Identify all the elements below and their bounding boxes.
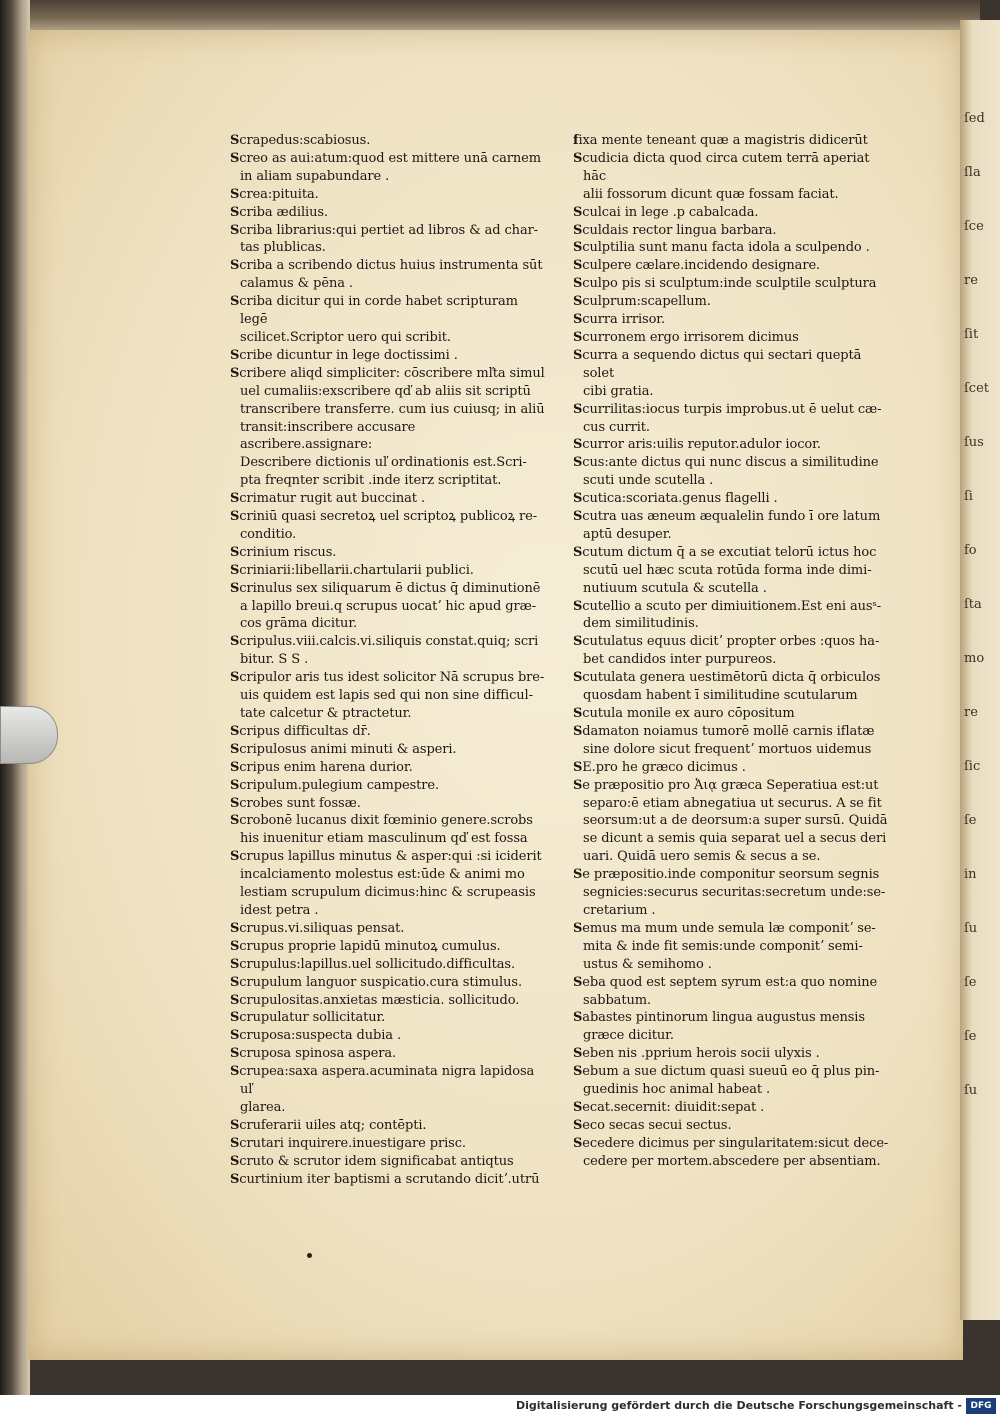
dictionary-entry: Semus ma mum unde semula læ componitʼ se- mita & inde fit semis:unde componitʼ semi- ustus & semihomo . (573, 920, 876, 972)
dictionary-entry: Scripus enim harena durior. (230, 759, 413, 775)
dictionary-entry: Screo as aui:atum:quod est mittere unā carnem in aliam supabundare . (230, 150, 541, 184)
dictionary-entry: fixa mente teneant quæ a magistris didicerūt (573, 133, 868, 148)
footer-bar (0, 1395, 1000, 1417)
dictionary-entry: Scutra uas æneum æqualelin fundo ī ore latum aptū desuper. (573, 509, 881, 542)
dictionary-entry: Scrapedus:scabiosus. (230, 133, 371, 148)
dictionary-entry: Scriniū quasi secretoꝝ uel scriptoꝝ publicoꝝ re- conditio. (230, 509, 538, 542)
dfg-logo: DFG (966, 1398, 996, 1414)
dictionary-entry: Sculcai in lege .p cabalcada. (573, 204, 759, 220)
dictionary-entry: Seben nis .pprium herois socii ulyxis . (573, 1046, 820, 1062)
dictionary-entry: Sebum a sue dictum quasi sueuū eo q̄ plus pin- guedinis hoc animal habeat . (573, 1064, 880, 1098)
dictionary-entry: Scurronem ergo irrisorem dicimus (573, 329, 799, 345)
dictionary-entry: Scribe dicuntur in lege doctissimi . (230, 347, 458, 363)
facing-page-fragment: ſed (964, 111, 985, 126)
dictionary-entry: Scribere aliqd simpliciter: cōscribere mľta simul uel cumaliis:exscribere qď ab aliis sit scriptū transcribere transferre. cum ius cuiusq; in aliū transit:inscribere accusare ascribere.assignare: Describere dictionis uľ ordinationis est.Scri- pta freqnter scribit .inde iterz scriptitat. (230, 365, 545, 489)
dictionary-entry: Scrupulatur sollicitatur. (230, 1010, 386, 1026)
facing-page-fragment: ſu (964, 1083, 978, 1098)
dictionary-entry: Scrupus proprie lapidū minutoꝝ cumulus. (230, 938, 501, 954)
dictionary-entry: Scriba librarius:qui pertiet ad libros & ad char- tas plublicas. (230, 222, 539, 256)
dictionary-entry: Scutulata genera uestimētorū dicta q̄ orbiculos quosdam habent ī similitudine scutularum (573, 670, 881, 704)
dictionary-entry: Scurrilitas:iocus turpis improbus.ut ē uelut cæ- cus currit. (573, 401, 882, 435)
dictionary-entry: Se præpositio pro Ἀιᾳ græca Seperatiua est:ut separo:ē etiam abnegatiua ut securus. A se fit seorsum:ut a de deorsum:a super sursū. Quidā se dicunt a semis quia separat uel a secus deri uari. Quidā uero semis & secus a se. (573, 777, 888, 865)
dictionary-entry: Scurra a sequendo dictus qui sectari queptā solet cibi gratia. (573, 347, 862, 399)
dictionary-entry: Scrimatur rugit aut buccinat . (230, 491, 425, 507)
dictionary-entry: Scutula monile ex auro cōpositum (573, 706, 795, 721)
book-spine-edge (0, 0, 30, 1395)
dictionary-entry: Secedere dicimus per singularitatem:sicut dece- cedere per mortem.abscedere per absentiam. (573, 1135, 889, 1169)
facing-page-fragment: ſu (964, 921, 978, 936)
facing-page-fragment: fo (964, 543, 977, 558)
dictionary-entry: Scrinulus sex siliquarum ē dictus q̄ diminutionē a lapillo breui.q scrupus uocatʼ hic apud græ- cos grāma dicitur. (230, 580, 541, 632)
facing-page-fragment: ſit (964, 327, 979, 342)
dictionary-entry: Scripulosus animi minuti & asperi. (230, 741, 457, 757)
dictionary-entry: Scriba dicitur qui in corde habet scripturam legē scilicet.Scriptor uero qui scribit. (230, 294, 518, 345)
dictionary-entry: Sculptilia sunt manu facta idola a sculpendo . (573, 240, 870, 256)
dictionary-entry: Scrinium riscus. (230, 544, 337, 560)
dictionary-entry: Scruto & scrutor idem significabat antiqtus (230, 1153, 514, 1169)
left-text-column (230, 132, 546, 1188)
facing-page-fragment: re (964, 273, 978, 288)
dictionary-entry: Scutellio a scuto per dimiuitionem.Est eni ausˢ- dem similitudinis. (573, 598, 882, 632)
dictionary-entry: Scudicia dicta quod circa cutem terrā aperiat hāc alii fossorum dicunt quæ fossam faciat. (573, 150, 870, 202)
dictionary-entry: Scurtinium iter baptismi a scrutando dicitʼ.utrū (230, 1171, 540, 1187)
dictionary-entry: Scriniarii:libellarii.chartularii publici. (230, 562, 474, 578)
facing-page-fragment: ſla (964, 165, 981, 180)
dictionary-entry: Scrupus lapillus minutus & asper:qui :si iciderit incalciamento molestus est:ūde & animi mo lestiam scrupulum dicimus:hinc & scrupeasis idest petra . (230, 849, 542, 918)
facing-page-fragment: ſi (964, 489, 973, 504)
dictionary-entry: Scrupus.vi.siliquas pensat. (230, 920, 405, 936)
dictionary-entry: Scrupulum languor suspicatio.cura stimulus. (230, 974, 522, 990)
dictionary-entry: Scriba a scribendo dictus huius instrumenta sūt calamus & pēna . (230, 258, 543, 292)
dictionary-entry: Scruposa spinosa aspera. (230, 1046, 397, 1062)
dictionary-entry: Scrupulositas.anxietas mæsticia. sollicitudo. (230, 992, 520, 1008)
dictionary-entry: Scriba ædilius. (230, 204, 328, 220)
dictionary-entry: Scutulatus equus dicitʼ propter orbes :quos ha- bet candidos inter purpureos. (573, 634, 880, 668)
dictionary-entry: Sculdais rector lingua barbara. (573, 222, 777, 238)
facing-page-fragment: ſe (964, 813, 977, 828)
dictionary-entry: Scrobonē lucanus dixit fœminio genere.scrobs his inuenitur etiam masculinum qď est fossa (230, 813, 533, 847)
dictionary-entry: SE.pro he græco dicimus . (573, 759, 746, 775)
facing-page-fragment: ſe (964, 1029, 977, 1044)
dictionary-entry: Se præpositio.inde componitur seorsum segnis segnicies:securus securitas:secretum unde:se- cretarium . (573, 867, 886, 918)
dictionary-entry: Scripulus.viii.calcis.vi.siliquis constat.quiq; scri bitur. S S . (230, 634, 539, 668)
facing-page-fragment: mo (964, 651, 985, 666)
dictionary-entry: Scutica:scoriata.genus flagelli . (573, 491, 778, 507)
facing-page-fragment: ſta (964, 597, 982, 612)
right-text-column (573, 132, 893, 1171)
dictionary-entry: Scutum dictum q̄ a se excutiat telorū ictus hoc scutū uel hæc scuta rotūda forma inde dimi- nutiuum scutula & scutella . (573, 544, 877, 596)
facing-page-fragment: in (964, 867, 977, 882)
dictionary-entry: Scruferarii uiles atq; contēpti. (230, 1117, 427, 1133)
dictionary-entry: Scripus difficultas dr̄. (230, 723, 371, 739)
dictionary-entry: Scurra irrisor. (573, 312, 666, 328)
dictionary-entry: Sculpo pis si sculptum:inde sculptile sculptura (573, 276, 877, 292)
facing-page-fragment: ſus (964, 435, 984, 450)
facing-page-fragment: ſe (964, 975, 977, 990)
dictionary-entry: Scrupulus:lapillus.uel sollicitudo.difficultas. (230, 956, 515, 972)
facing-page-fragment: re (964, 705, 978, 720)
facing-page-edge (960, 20, 1000, 1320)
dictionary-entry: Seco secas secui sectus. (573, 1117, 732, 1133)
facing-page-fragment: ſic (964, 759, 981, 774)
dictionary-entry: Sculprum:scapellum. (573, 294, 711, 310)
dictionary-entry: Scripulor aris tus idest solicitor Nā scrupus bre- uis quidem est lapis sed qui non sine difficul- tate calcetur & ptractetur. (230, 670, 545, 721)
facing-page-fragment: ſce (964, 219, 984, 234)
dictionary-entry: Scrobes sunt fossæ. (230, 795, 361, 811)
dictionary-entry: Secat.secernit: diuidit:sepat . (573, 1099, 765, 1115)
ink-dot (307, 1253, 312, 1258)
dictionary-entry: Screa:pituita. (230, 186, 319, 202)
dictionary-entry: Scruposa:suspecta dubia . (230, 1028, 402, 1044)
dictionary-entry: Scurror aris:uilis reputor.adulor iocor. (573, 437, 821, 453)
facing-page-fragment: ſcet (964, 381, 990, 396)
dictionary-entry: Scus:ante dictus qui nunc discus a similitudine scuti unde scutella . (573, 455, 879, 489)
dictionary-entry: Scrutari inquirere.inuestigare prisc. (230, 1135, 466, 1151)
dictionary-entry: Scrupea:saxa aspera.acuminata nigra lapidosa uľ glarea. (230, 1064, 535, 1115)
dictionary-entry: Sdamaton noiamus tumorē mollē carnis iflatæ sine dolore sicut frequentʼ mortuos uidemus (573, 723, 875, 757)
clasp-icon (0, 706, 58, 764)
funding-credit: Digitalisierung gefördert durch die Deutsche Forschungsgemeinschaft - (515, 1399, 962, 1412)
dictionary-entry: Seba quod est septem syrum est:a quo nomine sabbatum. (573, 974, 878, 1008)
dictionary-entry: Scripulum.pulegium campestre. (230, 777, 440, 793)
dictionary-entry: Sabastes pintinorum lingua augustus mensis græce dicitur. (573, 1010, 865, 1044)
dictionary-entry: Sculpere cælare.incidendo designare. (573, 258, 821, 274)
